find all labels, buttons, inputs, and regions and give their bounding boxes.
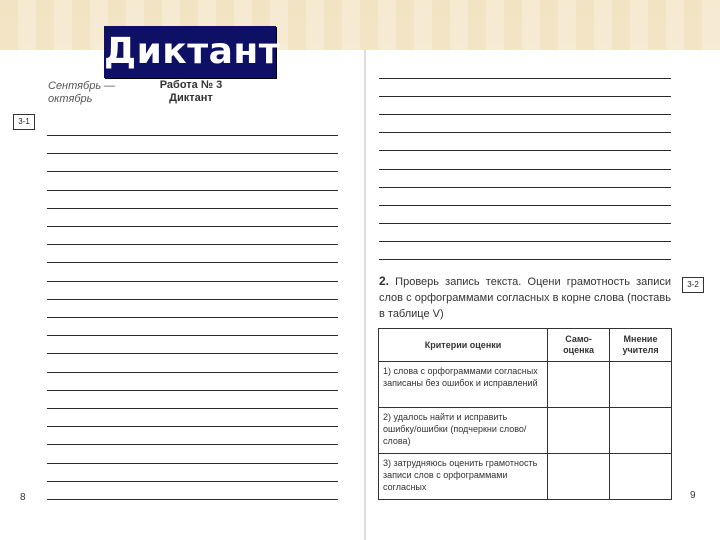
writing-line[interactable] [47, 208, 338, 209]
header-criteria: Критерии оценки [379, 329, 548, 362]
work-type: Диктант [169, 92, 213, 104]
page-number-right: 9 [690, 490, 696, 501]
table-row [379, 454, 672, 500]
month-line-2: октябрь [48, 93, 93, 105]
teacher-opinion-cell[interactable] [610, 362, 672, 408]
writing-line[interactable] [379, 150, 671, 151]
writing-line[interactable] [379, 169, 671, 170]
writing-line[interactable] [47, 262, 338, 263]
criterion-1: 1) слова с орфограммами согласных записаны без ошибок и исправлений [379, 362, 548, 408]
writing-line[interactable] [47, 463, 338, 464]
writing-line[interactable] [379, 259, 671, 260]
writing-line[interactable] [47, 408, 338, 409]
writing-line[interactable] [47, 171, 338, 172]
writing-line[interactable] [47, 426, 338, 427]
task-code-right: 3-2 [682, 277, 704, 293]
writing-line[interactable] [47, 335, 338, 336]
task-2-text [379, 273, 671, 322]
writing-line[interactable] [47, 226, 338, 227]
work-number: Работа № 3 [159, 79, 223, 91]
slide-title: Диктант [104, 26, 276, 78]
writing-line[interactable] [47, 281, 338, 282]
table-header-row [379, 329, 672, 362]
writing-line[interactable] [47, 190, 338, 191]
writing-line[interactable] [47, 481, 338, 482]
header-self-assessment: Само-оценка [548, 329, 610, 362]
writing-line[interactable] [47, 390, 338, 391]
page-number-left: 8 [20, 492, 26, 503]
writing-line[interactable] [379, 223, 671, 224]
writing-line[interactable] [47, 444, 338, 445]
writing-line[interactable] [379, 114, 671, 115]
criterion-3: 3) затрудняюсь оценить грамотность записи слов с орфограммами согласных [379, 454, 548, 500]
month-line-1: Сентябрь — [48, 80, 116, 92]
self-assessment-cell[interactable] [548, 362, 610, 408]
writing-line[interactable] [379, 187, 671, 188]
teacher-opinion-cell[interactable] [610, 408, 672, 454]
writing-line[interactable] [47, 299, 338, 300]
criterion-2: 2) удалось найти и исправить ошибку/ошибки (подчеркни слово/слова) [379, 408, 548, 454]
writing-line[interactable] [379, 132, 671, 133]
task-number: 2. [379, 274, 390, 288]
writing-line[interactable] [47, 499, 338, 500]
writing-line[interactable] [379, 78, 671, 79]
writing-line[interactable] [379, 205, 671, 206]
task-instruction: Проверь запись текста. Оцени грамотность записи слов с орфограммами согласных в корне слова (поставь в таблице V) [379, 276, 671, 320]
self-assessment-cell[interactable] [548, 408, 610, 454]
writing-line[interactable] [47, 372, 338, 373]
left-page [0, 50, 364, 540]
writing-line[interactable] [47, 317, 338, 318]
writing-line[interactable] [379, 96, 671, 97]
page-divider [364, 50, 366, 540]
writing-line[interactable] [47, 353, 338, 354]
writing-line[interactable] [47, 153, 338, 154]
task-code-left: 3-1 [13, 114, 35, 130]
table-row [379, 362, 672, 408]
writing-line[interactable] [47, 244, 338, 245]
self-assessment-cell[interactable] [548, 454, 610, 500]
month-label [48, 80, 115, 106]
work-title [150, 79, 232, 105]
table-row [379, 408, 672, 454]
header-teacher-opinion: Мнение учителя [610, 329, 672, 362]
teacher-opinion-cell[interactable] [610, 454, 672, 500]
writing-line[interactable] [47, 135, 338, 136]
assessment-table [378, 328, 672, 500]
writing-line[interactable] [379, 241, 671, 242]
